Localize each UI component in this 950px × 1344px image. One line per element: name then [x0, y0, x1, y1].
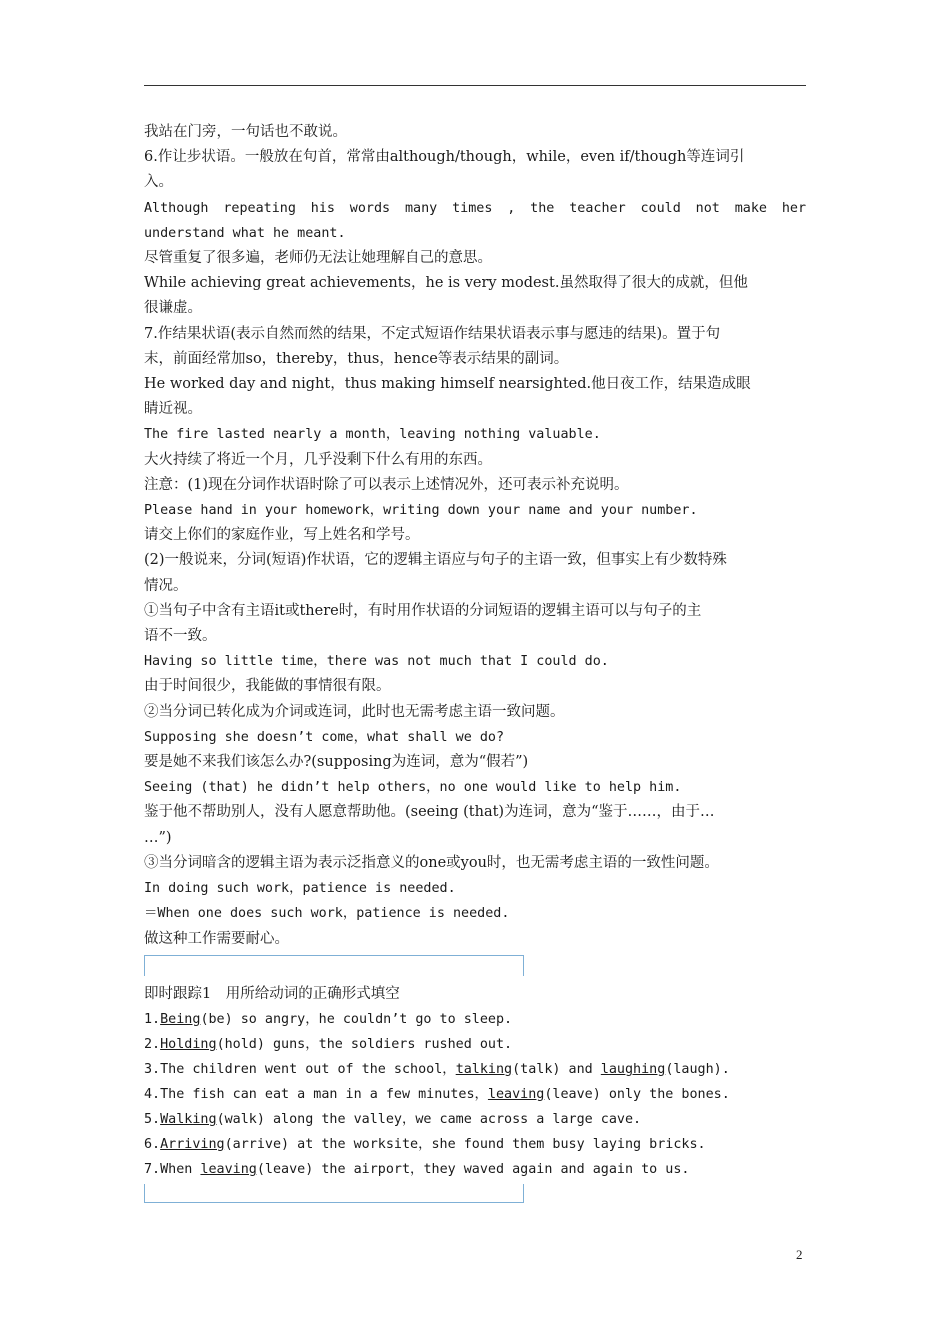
text-line: ①当句子中含有主语it或there时，有时用作状语的分词短语的逻辑主语可以与句子的主 [144, 602, 702, 619]
text-line: Although repeating his words many times , the teacher could not make her [144, 200, 806, 216]
answer-blank: Walking [160, 1112, 217, 1127]
exercise-item-number: 4. [144, 1087, 161, 1102]
text-line: 很谦虚。 [144, 300, 202, 317]
exercise-item-number: 6. [144, 1137, 161, 1152]
text-line: In doing such work，patience is needed. [144, 881, 456, 897]
text-line: Supposing she doesn’t come，what shall we do? [144, 729, 505, 745]
exercise-item [144, 1057, 806, 1082]
text-line: (2)一般说来，分词(短语)作状语，它的逻辑主语应与句子的主语一致，但事实上有少数特殊 [144, 552, 727, 569]
exercise-text: When [160, 1162, 201, 1177]
text-line: 大火持续了将近一个月，几乎没剩下什么有用的东西。 [144, 451, 492, 468]
exercise-item [144, 1007, 806, 1032]
text-line: understand what he meant. [144, 225, 346, 241]
text-line: Having so little time，there was not much that I could do. [144, 654, 609, 670]
exercise-text: (talk) and [512, 1062, 601, 1077]
text-line: 6.作让步状语。一般放在句首，常常由although/though，while，even if/though等连词引 [144, 149, 745, 166]
text-line: ③当分词暗含的逻辑主语为表示泛指意义的one或you时，也无需考虑主语的一致性问题。 [144, 854, 719, 871]
answer-blank: leaving [487, 1087, 545, 1102]
text-line: …”) [144, 829, 172, 846]
text-line: He worked day and night，thus making himself nearsighted.他日夜工作，结果造成眼 [144, 376, 751, 393]
exercise-section [144, 982, 806, 1182]
header-rule [144, 85, 806, 86]
main-content [144, 120, 806, 952]
exercise-box-bottom-border [144, 1184, 524, 1203]
exercise-item [144, 1132, 806, 1157]
answer-blank: laughing [600, 1062, 666, 1077]
exercise-item-number: 2. [144, 1037, 161, 1052]
exercise-item [144, 1032, 806, 1057]
answer-blank: Arriving [160, 1137, 225, 1152]
text-line: 语不一致。 [144, 628, 217, 645]
text-line: 做这种工作需要耐心。 [144, 930, 289, 947]
text-line: Seeing (that) he didn’t help others，no one would like to help him. [144, 780, 682, 796]
text-line: Please hand in your homework，writing down your name and your number. [144, 503, 698, 519]
text-line: 7.作结果状语(表示自然而然的结果，不定式短语作结果状语表示事与愿违的结果)。置于句 [144, 325, 721, 342]
answer-blank: leaving [200, 1162, 257, 1177]
exercise-item-number: 3. [144, 1062, 161, 1077]
exercise-text: (be) so angry，he couldn’t go to sleep. [200, 1012, 513, 1027]
exercise-text: (walk) along the valley，we came across a large cave. [216, 1112, 642, 1127]
exercise-item-number: 1. [144, 1012, 161, 1027]
answer-blank: talking [455, 1062, 513, 1077]
exercise-text: The fish can eat a man in a few minutes， [160, 1087, 488, 1102]
exercise-item-number: 5. [144, 1112, 161, 1127]
exercise-item-number: 7. [144, 1162, 161, 1177]
text-line: 我站在门旁，一句话也不敢说。 [144, 124, 347, 140]
exercise-box-top-border [144, 955, 524, 976]
exercise-title: 即时跟踪1 用所给动词的正确形式填空 [144, 986, 400, 1002]
text-line: 末，前面经常加so，thereby，thus，hence等表示结果的副词。 [144, 350, 569, 367]
exercise-text: (hold) guns，the soldiers rushed out. [216, 1037, 513, 1052]
text-line: 由于时间很少，我能做的事情很有限。 [144, 678, 391, 695]
text-line: 鉴于他不帮助别人，没有人愿意帮助他。(seeing (that)为连词，意为“鉴于……，由于… [144, 804, 715, 821]
exercise-list [144, 1007, 806, 1182]
text-line: 睛近视。 [144, 401, 202, 418]
text-line: ＝When one does such work，patience is needed. [144, 906, 510, 922]
text-line: 入。 [144, 174, 173, 191]
answer-blank: Holding [160, 1037, 217, 1052]
answer-blank: Being [160, 1012, 201, 1027]
exercise-text: (leave) the airport，they waved again and again to us. [256, 1162, 690, 1177]
text-line: 情况。 [144, 577, 188, 594]
text-line: ②当分词已转化成为介词或连词，此时也无需考虑主语一致问题。 [144, 703, 565, 720]
exercise-text: The children went out of the school， [160, 1062, 456, 1077]
text-line: 注意：(1)现在分词作状语时除了可以表示上述情况外，还可表示补充说明。 [144, 476, 629, 493]
exercise-item [144, 1082, 806, 1107]
text-line: 请交上你们的家庭作业，写上姓名和学号。 [144, 527, 420, 544]
exercise-text: (leave) only the bones. [544, 1087, 730, 1102]
text-line: 要是她不来我们该怎么办?(supposing为连词，意为“假若”) [144, 754, 529, 771]
exercise-item [144, 1157, 806, 1182]
text-line: The fire lasted nearly a month，leaving nothing valuable. [144, 427, 601, 443]
exercise-text: (laugh). [665, 1062, 730, 1077]
text-line: 尽管重复了很多遍，老师仍无法让她理解自己的意思。 [144, 250, 492, 267]
exercise-item [144, 1107, 806, 1132]
text-line: While achieving great achievements，he is very modest.虽然取得了很大的成就，但他 [144, 275, 748, 292]
exercise-text: (arrive) at the worksite，she found them busy laying bricks. [224, 1137, 706, 1152]
page-number: 2 [796, 1247, 803, 1262]
